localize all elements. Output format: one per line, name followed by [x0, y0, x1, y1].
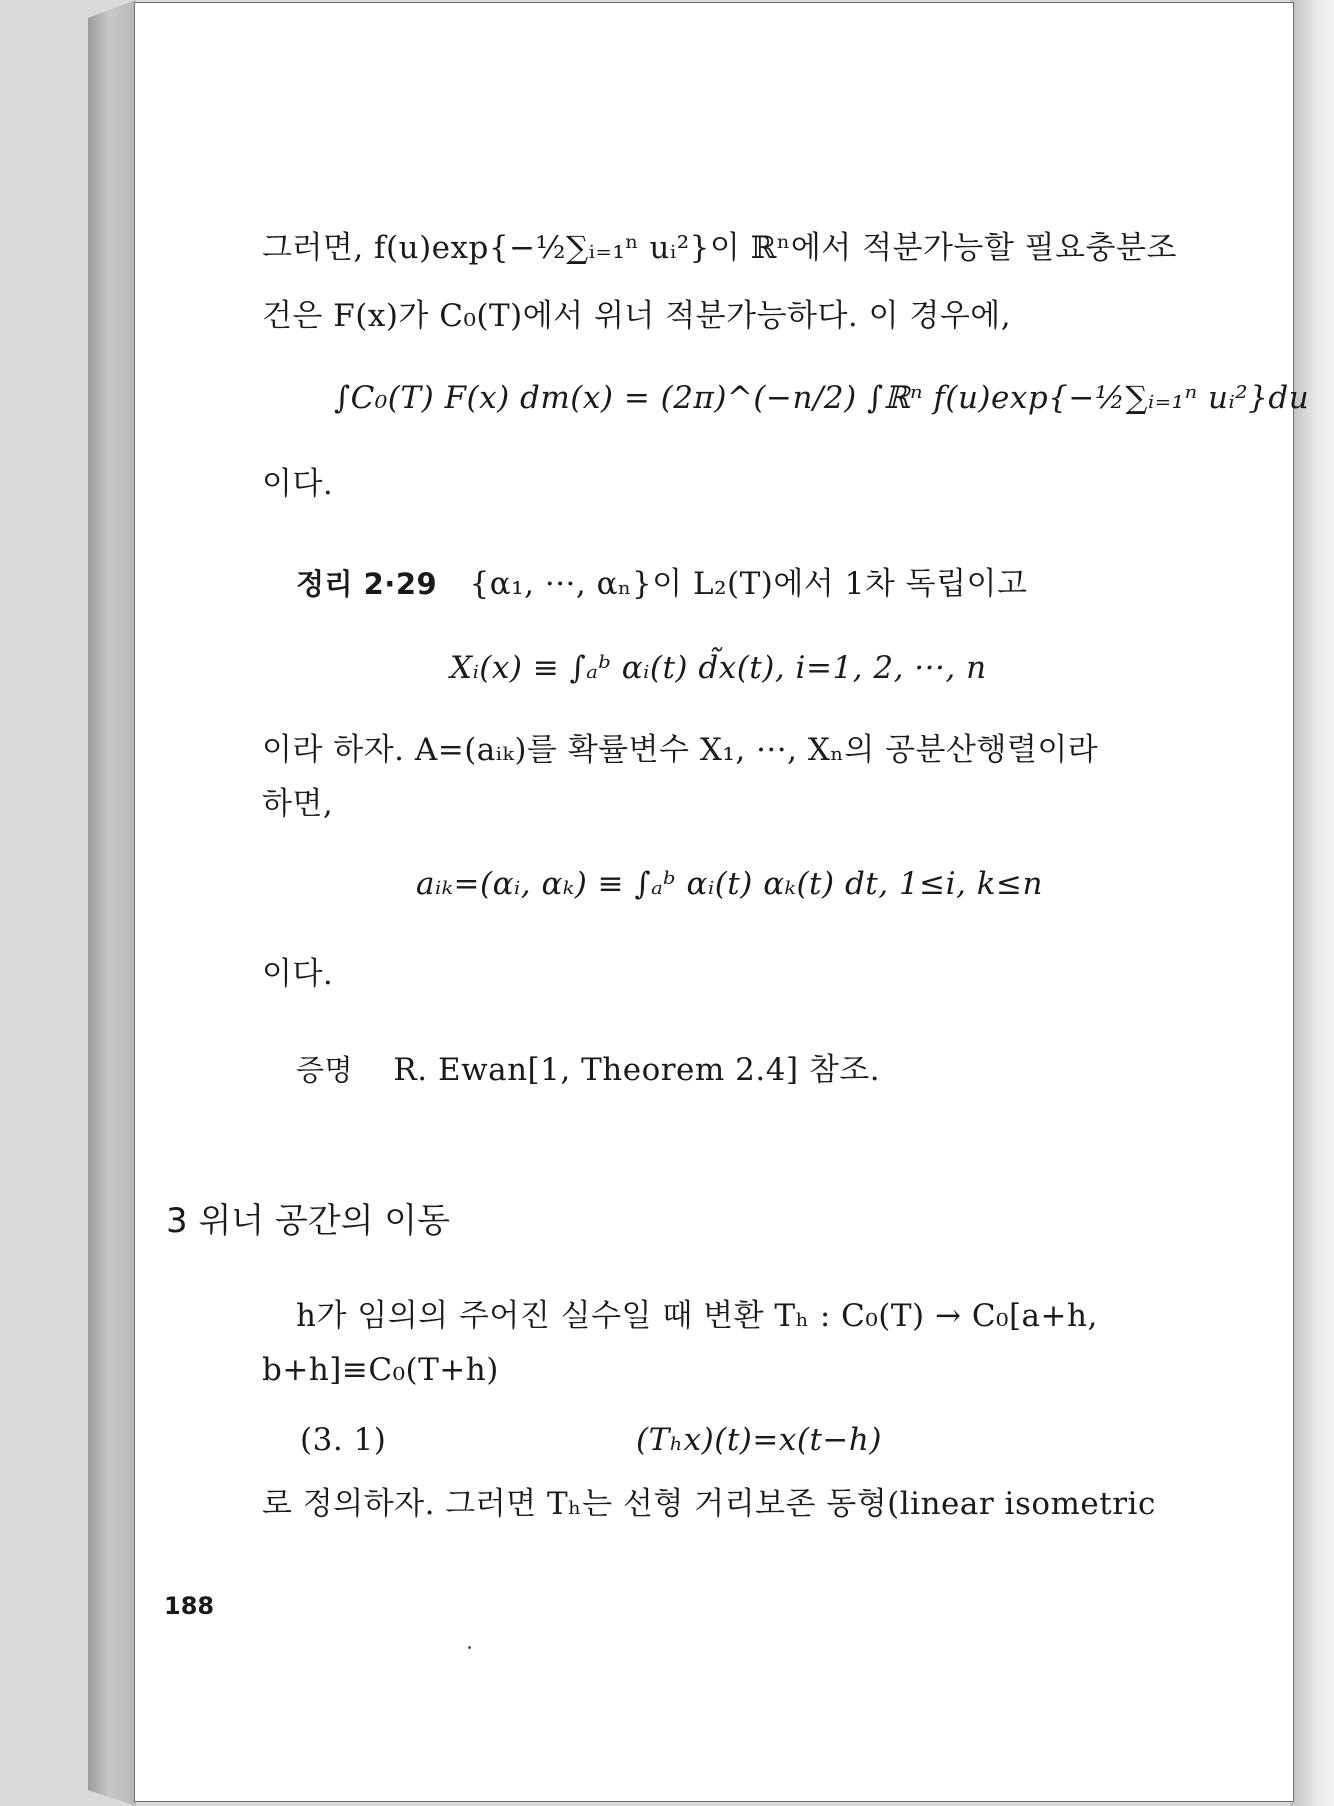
text-line-7: h가 임의의 주어진 실수일 때 변환 Tₕ : C₀(T) → C₀[a+h,	[296, 1298, 1098, 1334]
text-line-4: 이라 하자. A=(aᵢₖ)를 확률변수 X₁, ···, Xₙ의 공분산행렬이라	[262, 732, 1099, 768]
equation-3: aᵢₖ=(αᵢ, αₖ) ≡ ∫ₐᵇ αᵢ(t) αₖ(t) dt, 1≤i, k≤n	[416, 866, 1043, 902]
page-number: 188	[164, 1592, 215, 1620]
proof-block	[296, 1050, 880, 1090]
text-line-6: 이다.	[262, 956, 334, 992]
equation-4: (Tₕx)(t)=x(t−h)	[636, 1422, 882, 1458]
equation-2: Xᵢ(x) ≡ ∫ₐᵇ αᵢ(t) d̃x(t), i=1, 2, ···, n	[450, 650, 987, 686]
text-line-9: 로 정의하자. 그러면 Tₕ는 선형 거리보존 동형(linear isometric	[262, 1486, 1156, 1522]
text-line-5: 하면,	[262, 786, 334, 822]
speck-dot	[468, 1646, 471, 1649]
text-line-2: 건은 F(x)가 C₀(T)에서 위너 적분가능하다. 이 경우에,	[262, 298, 1012, 334]
theorem-block	[296, 564, 1027, 604]
book-spine	[88, 0, 136, 1806]
text-line-3: 이다.	[262, 466, 334, 502]
proof-label: 증명	[296, 1053, 354, 1087]
theorem-label: 정리 2·29	[296, 567, 438, 601]
equation-number: (3. 1)	[300, 1422, 387, 1458]
section-heading: 3 위너 공간의 이동	[166, 1201, 450, 1241]
proof-text: R. Ewan[1, Theorem 2.4] 참조.	[393, 1052, 881, 1088]
theorem-text: {α₁, ···, αₙ}이 L₂(T)에서 1차 독립이고	[469, 566, 1028, 602]
text-line-8: b+h]≡C₀(T+h)	[262, 1352, 499, 1388]
page-edge-shadow	[1290, 0, 1334, 1806]
equation-1: ∫C₀(T) F(x) dm(x) = (2π)^(−n/2) ∫ℝⁿ f(u)exp{−½∑ᵢ₌₁ⁿ uᵢ²}du	[334, 380, 1310, 416]
text-line-1: 그러면, f(u)exp{−½∑ᵢ₌₁ⁿ uᵢ²}이 ℝⁿ에서 적분가능할 필요충분조	[262, 230, 1177, 266]
